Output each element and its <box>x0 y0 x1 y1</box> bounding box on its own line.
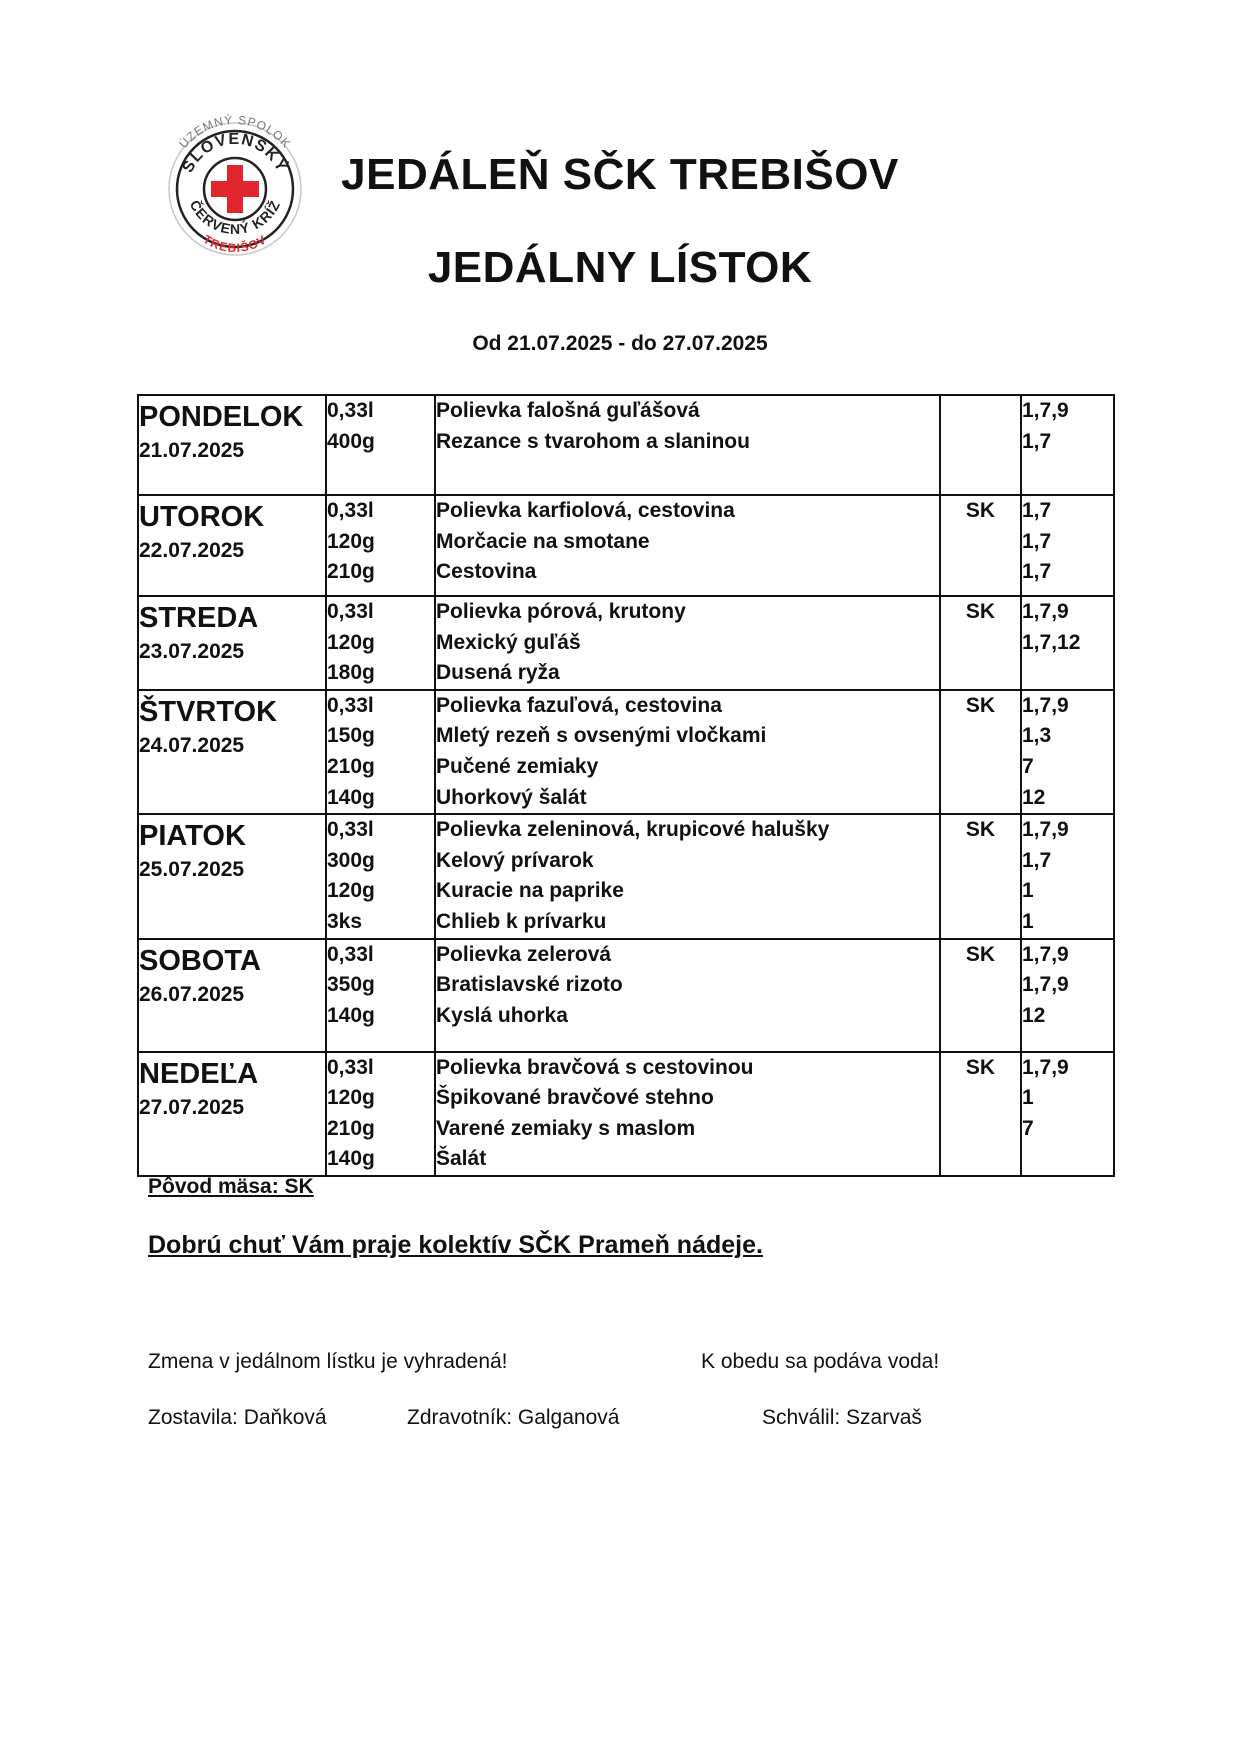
item-quantity: 350g <box>327 973 375 997</box>
menu-row <box>138 1052 1114 1176</box>
allergen-cell <box>1021 495 1114 596</box>
dish-cell <box>435 495 940 596</box>
item-dish: Polievka zelerová <box>436 942 612 966</box>
item-allergens: 7 <box>1022 754 1034 778</box>
day-name: ŠTVRTOK <box>139 695 278 728</box>
item-quantity: 140g <box>327 1003 375 1027</box>
item-allergens: 1,7 <box>1022 560 1052 584</box>
day-name: PIATOK <box>139 820 246 853</box>
item-allergens: 1,7 <box>1022 848 1052 872</box>
origin-cell: SK <box>940 1052 1021 1176</box>
day-cell <box>138 690 326 814</box>
item-allergens <box>1022 1144 1113 1175</box>
qty-cell <box>326 939 435 1052</box>
menu-row <box>138 939 1114 1052</box>
item-allergens <box>1022 658 1113 689</box>
item-allergens: 1,7,12 <box>1022 630 1081 654</box>
item-allergens: 1 <box>1022 909 1034 933</box>
day-date: 24.07.2025 <box>139 733 245 757</box>
day-name: UTOROK <box>139 501 265 533</box>
allergen-cell <box>1021 690 1114 814</box>
item-dish: Morčacie na smotane <box>436 529 650 553</box>
item-quantity: 0,33l <box>327 600 374 623</box>
item-quantity: 0,33l <box>327 499 374 522</box>
item-quantity: 0,33l <box>327 942 374 966</box>
logo-arc-slovensky: SLOVENSKÝ <box>179 130 291 176</box>
item-allergens: 1,7 <box>1022 529 1052 553</box>
item-quantity: 120g <box>327 1086 375 1110</box>
item-dish: Bratislavské rizoto <box>436 973 623 997</box>
day-cell <box>138 596 326 690</box>
origin-cell: SK <box>940 939 1021 1052</box>
item-quantity: 120g <box>327 630 375 654</box>
item-allergens: 1,7,9 <box>1022 1055 1069 1079</box>
item-dish: Šalát <box>436 1147 487 1171</box>
day-cell <box>138 939 326 1052</box>
item-dish: Polievka karfiolová, cestovina <box>436 499 735 522</box>
item-allergens: 7 <box>1022 1116 1034 1140</box>
allergen-cell <box>1021 1052 1114 1176</box>
red-cross-seal-icon <box>150 105 320 270</box>
item-dish: Polievka zeleninová, krupicové halušky <box>436 818 830 842</box>
item-allergens: 1,7,9 <box>1022 693 1069 717</box>
item-dish: Mexický guľáš <box>436 630 581 654</box>
day-name: NEDEĽA <box>139 1057 259 1090</box>
day-cell <box>138 814 326 938</box>
item-quantity: 210g <box>327 560 375 584</box>
item-allergens: 1,7,9 <box>1022 942 1069 966</box>
item-allergens: 1 <box>1022 1086 1034 1110</box>
menu-row <box>138 495 1114 596</box>
approved-by: Schválil: Szarvaš <box>762 1406 922 1429</box>
dish-cell <box>435 939 940 1052</box>
day-date: 21.07.2025 <box>139 439 245 462</box>
health-officer: Zdravotník: Galganová <box>407 1406 620 1429</box>
menu-row <box>138 395 1114 495</box>
item-dish: Cestovina <box>436 560 537 584</box>
item-dish: Polievka falošná guľášová <box>436 399 700 422</box>
item-allergens: 1 <box>1022 879 1034 903</box>
item-allergens: 1,7 <box>1022 429 1052 453</box>
day-name: STREDA <box>139 602 259 634</box>
qty-cell <box>326 1052 435 1176</box>
logo-arc-top: ÚZEMNÝ SPOLOK <box>176 112 294 152</box>
item-quantity: 0,33l <box>327 1055 374 1079</box>
item-quantity: 150g <box>327 724 375 748</box>
water-notice: K obedu sa podáva voda! <box>701 1350 940 1373</box>
item-quantity: 140g <box>327 785 375 809</box>
qty-cell <box>326 495 435 596</box>
logo-arc-cerveny-kriz: ČERVENÝ KRÍŽ <box>186 197 284 238</box>
item-dish: Špikované bravčové stehno <box>436 1086 714 1110</box>
allergen-cell <box>1021 395 1114 495</box>
item-quantity: 0,33l <box>327 399 374 422</box>
dish-cell <box>435 395 940 495</box>
dish-cell <box>435 1052 940 1176</box>
item-dish: Varené zemiaky s maslom <box>436 1116 696 1140</box>
dish-cell <box>435 690 940 814</box>
item-dish: Polievka pórová, krutony <box>436 600 686 623</box>
day-cell <box>138 495 326 596</box>
allergen-cell <box>1021 596 1114 690</box>
qty-cell <box>326 395 435 495</box>
compiled-by: Zostavila: Daňková <box>148 1406 327 1429</box>
menu-table <box>137 394 1115 1177</box>
meat-origin-note: Pôvod mäsa: SK <box>148 1175 314 1198</box>
origin-cell: SK <box>940 814 1021 938</box>
menu-row <box>138 596 1114 690</box>
item-allergens: 1,7,9 <box>1022 399 1069 422</box>
item-quantity: 180g <box>327 661 375 685</box>
origin-cell: SK <box>940 690 1021 814</box>
dish-cell <box>435 814 940 938</box>
item-quantity: 210g <box>327 754 375 778</box>
item-dish: Rezance s tvarohom a slaninou <box>436 429 750 453</box>
qty-cell <box>326 814 435 938</box>
item-dish: Polievka fazuľová, cestovina <box>436 693 722 717</box>
origin-cell: SK <box>940 495 1021 596</box>
item-quantity: 120g <box>327 879 375 903</box>
wish-text: Dobrú chuť Vám praje kolektív SČK Prameň nádeje. <box>148 1231 763 1259</box>
item-dish: Polievka bravčová s cestovinou <box>436 1055 754 1079</box>
item-dish: Mletý rezeň s ovsenými vločkami <box>436 724 767 748</box>
origin-cell <box>940 395 1021 495</box>
day-date: 23.07.2025 <box>139 640 245 663</box>
item-allergens: 12 <box>1022 785 1046 809</box>
day-cell <box>138 1052 326 1176</box>
item-allergens: 1,7 <box>1022 499 1052 522</box>
item-dish: Uhorkový šalát <box>436 785 587 809</box>
item-allergens: 12 <box>1022 1003 1046 1027</box>
item-quantity: 300g <box>327 848 375 872</box>
day-name: SOBOTA <box>139 944 261 977</box>
qty-cell <box>326 690 435 814</box>
item-quantity: 210g <box>327 1116 375 1140</box>
menu-row <box>138 814 1114 938</box>
menu-row <box>138 690 1114 814</box>
item-allergens: 1,7,9 <box>1022 818 1069 842</box>
day-name: PONDELOK <box>139 401 304 433</box>
day-date: 27.07.2025 <box>139 1095 245 1119</box>
item-quantity: 140g <box>327 1147 375 1171</box>
origin-cell: SK <box>940 596 1021 690</box>
item-dish: Kelový prívarok <box>436 848 594 872</box>
item-dish: Pučené zemiaky <box>436 754 599 778</box>
day-cell <box>138 395 326 495</box>
item-dish: Kuracie na paprike <box>436 879 624 903</box>
item-quantity: 0,33l <box>327 818 374 842</box>
item-quantity: 3ks <box>327 909 363 933</box>
item-quantity: 400g <box>327 429 375 453</box>
change-notice: Zmena v jedálnom lístku je vyhradená! <box>148 1350 508 1373</box>
page-title: JEDÁLEŇ SČK TREBIŠOV <box>341 150 899 199</box>
item-allergens: 1,3 <box>1022 724 1052 748</box>
day-date: 22.07.2025 <box>139 539 245 562</box>
allergen-cell <box>1021 814 1114 938</box>
dish-cell <box>435 596 940 690</box>
item-dish: Kyslá uhorka <box>436 1003 568 1027</box>
item-quantity: 0,33l <box>327 693 374 717</box>
date-range: Od 21.07.2025 - do 27.07.2025 <box>472 332 768 355</box>
qty-cell <box>326 596 435 690</box>
item-dish: Chlieb k prívarku <box>436 909 607 933</box>
day-date: 25.07.2025 <box>139 858 245 882</box>
page-subtitle: JEDÁLNY LÍSTOK <box>427 243 813 292</box>
logo-arc-trebisov: TREBIŠOV <box>200 232 270 256</box>
item-quantity: 120g <box>327 529 375 553</box>
day-date: 26.07.2025 <box>139 982 245 1006</box>
item-allergens: 1,7,9 <box>1022 600 1069 623</box>
item-dish: Dusená ryža <box>436 661 560 685</box>
allergen-cell <box>1021 939 1114 1052</box>
item-allergens: 1,7,9 <box>1022 973 1069 997</box>
